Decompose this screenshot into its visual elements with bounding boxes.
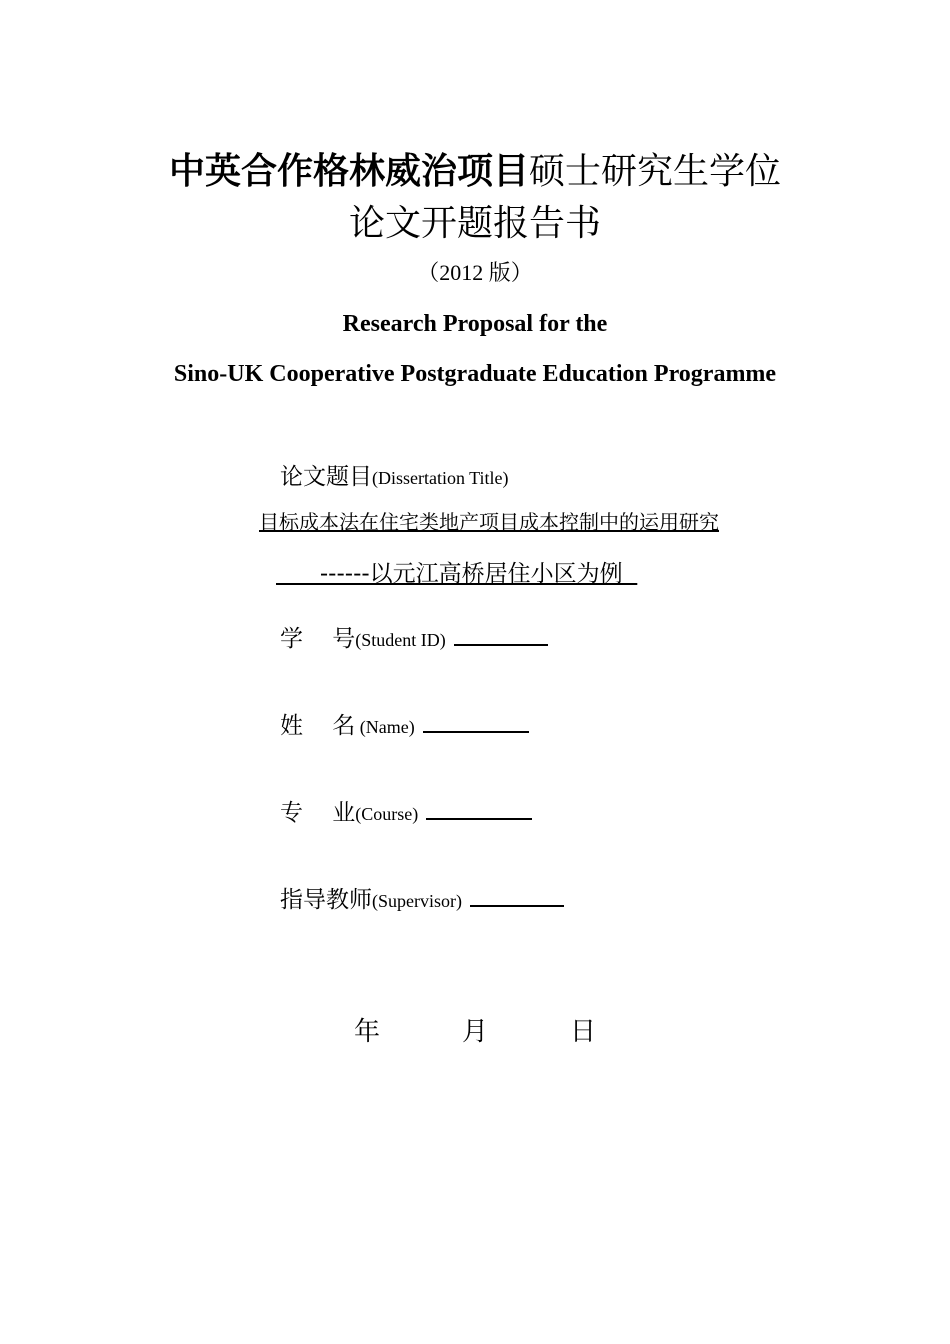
dissertation-title-label [280,458,509,491]
name-field [280,707,529,740]
english-title-line1: Research Proposal for the [342,311,608,337]
date-day-label: 日 [570,1017,597,1047]
supervisor-field [280,881,564,914]
page-title-line2: 论文开题报告书 [348,203,601,244]
supervisor-label-en: (Supervisor) [372,891,462,911]
page-title-line1 [0,150,950,194]
dissertation-title-label-en: (Dissertation Title) [372,468,509,488]
thesis-title-line1: 目标成本法在住宅类地产项目成本控制中的运用研究 [259,510,719,534]
thesis-title-line2: ------以元江高桥居住小区为例 [276,561,638,587]
title-degree: 硕士研究生学位 [529,151,782,192]
course-blank[interactable] [426,800,532,820]
date-month-label: 月 [462,1017,489,1047]
student-id-blank[interactable] [454,626,548,646]
name-blank[interactable] [423,713,529,733]
date-year-label: 年 [354,1017,381,1047]
edition-label: （2012 版） [417,260,533,285]
course-label-cn: 专 业 [280,800,356,826]
supervisor-label-cn: 指导教师 [280,887,372,913]
dissertation-title-label-cn: 论文题目 [280,464,372,490]
english-title-line2: Sino-UK Cooperative Postgraduate Education Programme [173,361,777,387]
supervisor-blank[interactable] [470,887,564,907]
course-field [280,794,532,827]
student-id-label-en: (Student ID) [355,630,446,650]
name-label-en: (Name) [355,717,415,737]
student-id-label-cn: 学 号 [280,626,356,652]
name-label-cn: 姓 名 [280,713,356,739]
student-id-field [280,620,548,653]
course-label-en: (Course) [355,804,419,824]
title-programme-name: 中英合作格林威治项目 [168,151,529,192]
